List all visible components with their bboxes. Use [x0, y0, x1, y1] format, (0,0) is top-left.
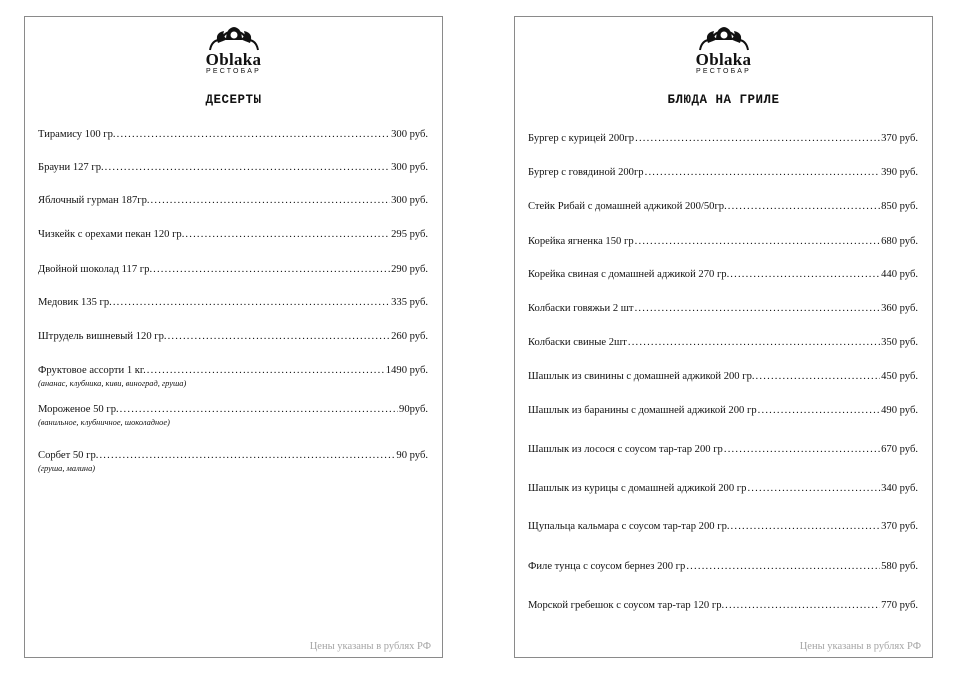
menu-page-desserts [24, 16, 443, 658]
item-price: 290 руб. [391, 264, 428, 275]
leader-dots [758, 404, 880, 417]
item-price: 370 руб. [881, 133, 918, 144]
item-name: Бургер с говядиной 200гр [528, 167, 644, 178]
item-price: 680 руб. [881, 236, 918, 247]
item-price: 335 руб. [391, 297, 428, 308]
item-price: 360 руб. [881, 303, 918, 314]
leader-dots [168, 330, 391, 343]
menu-item [38, 296, 428, 309]
menu-item [38, 263, 428, 276]
item-price: 340 руб. [881, 483, 918, 494]
item-note: (ванильное, клубничное, шоколадное) [38, 418, 170, 427]
menu-item [528, 520, 918, 533]
menu-item [528, 370, 918, 383]
leader-dots [747, 482, 880, 495]
menu-item [38, 228, 428, 241]
item-name: Шашлык из лосося с соусом тар-тар 200 гр [528, 444, 723, 455]
item-name: Сорбет 50 гр. [38, 450, 99, 461]
menu-item [528, 599, 918, 612]
logo-subtitle: РЕСТОБАР [206, 68, 261, 75]
leader-dots [185, 228, 390, 241]
item-note: (ананас, клубника, киви, виноград, груша) [38, 379, 187, 388]
leader-dots [724, 443, 880, 456]
item-name: Шашлык из курицы с домашней аджикой 200 гр [528, 483, 747, 494]
item-name: Чизкейк с орехами пекан 120 гр. [38, 229, 185, 240]
menu-item [528, 404, 918, 417]
menu-item [528, 560, 918, 573]
item-name: Корейка свиная с домашней аджикой 270 гр. [528, 269, 730, 280]
menu-item [38, 449, 428, 475]
leader-dots [147, 364, 385, 377]
item-name: Морской гребешок с соусом тар-тар 120 гр. [528, 600, 725, 611]
cloud-logo-icon [694, 23, 754, 53]
item-name: Медовик 135 гр. [38, 297, 112, 308]
item-price: 90руб. [399, 404, 428, 415]
leader-dots [105, 161, 390, 174]
item-price: 300 руб. [391, 129, 428, 140]
item-name: Фруктовое ассорти 1 кг. [38, 365, 146, 376]
item-name: Двойной шоколад 117 гр. [38, 264, 153, 275]
logo [515, 23, 932, 81]
item-price: 300 руб. [391, 162, 428, 173]
item-price: 390 руб. [881, 167, 918, 178]
leader-dots [725, 599, 880, 612]
item-price: 90 руб. [396, 450, 428, 461]
menu-item [38, 403, 428, 429]
item-price: 440 руб. [881, 269, 918, 280]
logo-name: Oblaka [205, 50, 262, 69]
menu-item [528, 443, 918, 456]
menu-item [528, 268, 918, 281]
section-title: ДЕСЕРТЫ [205, 93, 262, 107]
menu-item [38, 364, 428, 390]
leader-dots [731, 520, 881, 533]
menu-item [38, 161, 428, 174]
item-price: 260 руб. [391, 331, 428, 342]
item-price: 370 руб. [881, 521, 918, 532]
item-name: Корейка ягненка 150 гр [528, 236, 634, 247]
cloud-logo-icon [204, 23, 264, 53]
menu-item [528, 132, 918, 145]
item-name: Щупальца кальмара с соусом тар-тар 200 гр. [528, 521, 730, 532]
item-price: 295 руб. [391, 229, 428, 240]
leader-dots [151, 194, 391, 207]
menu-item [38, 330, 428, 343]
leader-dots [686, 560, 880, 573]
item-name: Бургер с курицей 200гр [528, 133, 635, 144]
item-price: 300 руб. [391, 195, 428, 206]
item-name: Филе тунца с соусом бернез 200 гр [528, 561, 686, 572]
item-name: Шашлык из свинины с домашней аджикой 200 гр. [528, 371, 755, 382]
item-name: Мороженое 50 гр. [38, 404, 119, 415]
leader-dots [730, 268, 880, 281]
item-price: 490 руб. [881, 405, 918, 416]
price-footnote: Цены указаны в рублях РФ [309, 641, 431, 652]
item-price: 350 руб. [881, 337, 918, 348]
logo [25, 23, 442, 81]
item-name: Тирамису 100 гр. [38, 129, 116, 140]
item-price: 670 руб. [881, 444, 918, 455]
leader-dots [117, 128, 391, 141]
leader-dots [628, 336, 880, 349]
leader-dots [120, 403, 398, 416]
leader-dots [635, 132, 880, 145]
section-title: БЛЮДА НА ГРИЛЕ [667, 93, 780, 107]
leader-dots [635, 302, 881, 315]
item-price: 580 руб. [881, 561, 918, 572]
leader-dots [153, 263, 390, 276]
item-price: 1490 руб. [385, 365, 428, 376]
item-name: Яблочный гурман 187гр. [38, 195, 150, 206]
leader-dots [756, 370, 881, 383]
item-price: 850 руб. [881, 201, 918, 212]
menu-item [528, 200, 918, 213]
menu-item [528, 482, 918, 495]
menu-item [38, 194, 428, 207]
menu-item [528, 235, 918, 248]
price-footnote: Цены указаны в рублях РФ [799, 641, 921, 652]
menu-page-grill [514, 16, 933, 658]
item-name: Шашлык из баранины с домашней аджикой 200 гр [528, 405, 757, 416]
logo-subtitle: РЕСТОБАР [696, 68, 751, 75]
menu-item [528, 166, 918, 179]
leader-dots [635, 235, 880, 248]
item-price: 450 руб. [881, 371, 918, 382]
item-note: (груша, малина) [38, 464, 96, 473]
logo-name: Oblaka [695, 50, 752, 69]
item-name: Стейк Рибай с домашней аджикой 200/50гр. [528, 201, 727, 212]
item-name: Штрудель вишневый 120 гр. [38, 331, 167, 342]
item-name: Брауни 127 гр. [38, 162, 104, 173]
item-name: Колбаски говяжьи 2 шт [528, 303, 634, 314]
menu-item [38, 128, 428, 141]
leader-dots [728, 200, 880, 213]
leader-dots [113, 296, 390, 309]
menu-item [528, 336, 918, 349]
item-name: Колбаски свиные 2шт [528, 337, 627, 348]
leader-dots [645, 166, 880, 179]
item-price: 770 руб. [881, 600, 918, 611]
menu-item [528, 302, 918, 315]
leader-dots [99, 449, 395, 462]
